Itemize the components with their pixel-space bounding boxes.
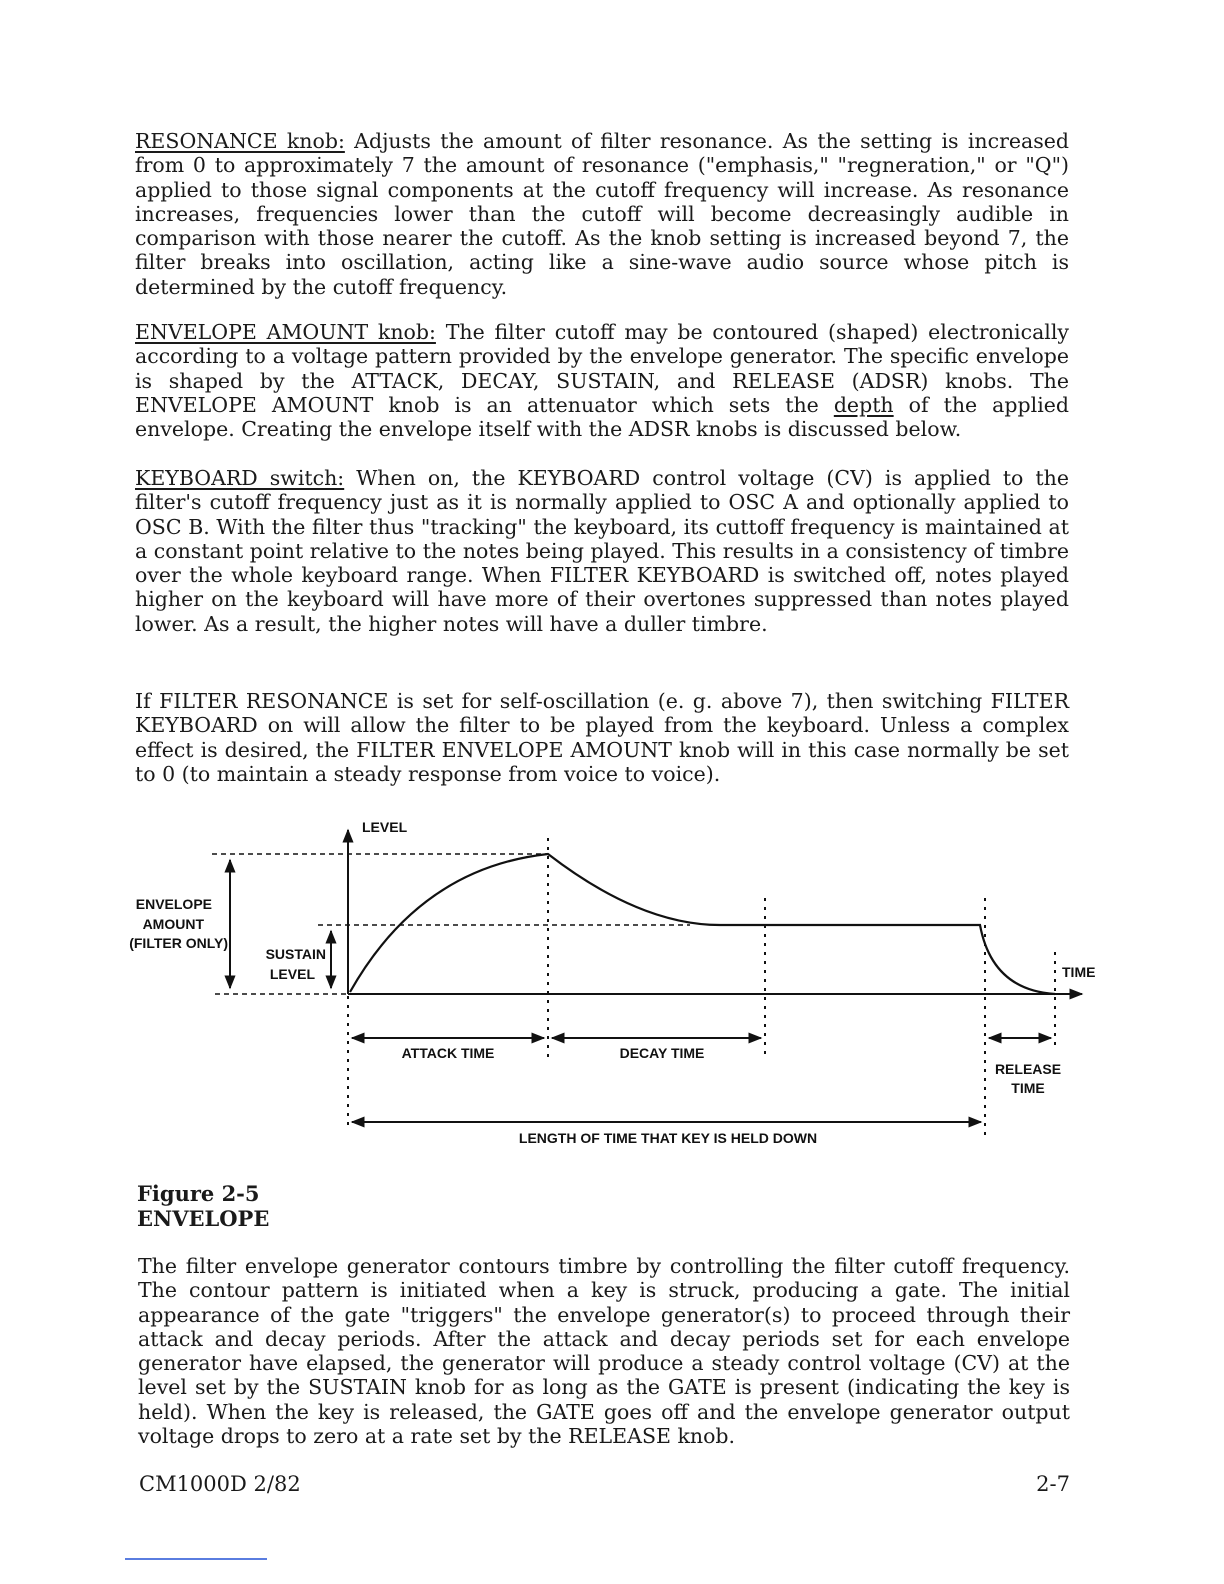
envelope-amount-label-1: ENVELOPE — [135, 896, 212, 912]
keyboard-term: KEYBOARD switch: — [135, 466, 345, 490]
resonance-paragraph — [135, 129, 1069, 299]
figure-number: Figure 2-5 — [137, 1181, 260, 1206]
level-label: LEVEL — [362, 819, 408, 835]
envelope-amount-label-3: (FILTER ONLY) — [129, 935, 228, 951]
scan-artifact-line — [125, 1558, 267, 1560]
release-time-label-2: TIME — [1011, 1080, 1045, 1096]
figure-caption — [137, 1181, 269, 1231]
page-number: 2-7 — [1036, 1472, 1070, 1496]
envelope-amount-term: ENVELOPE AMOUNT knob: — [135, 320, 436, 344]
release-time-label-1: RELEASE — [994, 1061, 1062, 1077]
time-label: TIME — [1062, 964, 1096, 980]
sustain-level-label-2: LEVEL — [269, 966, 315, 982]
envelope-diagram — [0, 800, 1224, 1160]
decay-time-label: DECAY TIME — [619, 1045, 705, 1061]
figure-title: ENVELOPE — [137, 1206, 270, 1231]
envelope-curve — [350, 854, 1055, 994]
envelope-amount-text-b: of the applied envelope. Creating the envelope itself with the ADSR knobs is discussed below. — [135, 392, 1069, 442]
doc-code: CM1000D 2/82 — [139, 1472, 301, 1496]
depth-emphasis: depth — [833, 392, 894, 417]
envelope-amount-paragraph — [135, 320, 1069, 441]
sustain-level-label-1: SUSTAIN — [265, 946, 326, 962]
envelope-amount-text-a: The filter cutoff may be contoured (shaped) electronically according to a voltage pattern provided by the envelope generator. The specific envelope is shaped by the ATTACK, DECAY, SUSTAIN, and RELEASE (ADSR) knobs. The ENVELOPE AMOUNT knob is an attenuator which sets the — [135, 320, 1069, 417]
key-held-label: LENGTH OF TIME THAT KEY IS HELD DOWN — [518, 1130, 818, 1146]
attack-time-label: ATTACK TIME — [401, 1045, 495, 1061]
resonance-term: RESONANCE knob: — [135, 129, 345, 153]
resonance-text: Adjusts the amount of filter resonance. As the setting is increased from 0 to approximately 7 the amount of resonance ("emphasis," "regneration," or "Q") applied to those signal components at the cutoff frequency will increase. As resonance increases, frequencies lower than the cutoff will become decreasingly audible in comparison with those nearer the cutoff. As the knob setting is increased beyond 7, the filter breaks into oscillation, acting like a sine-wave audio source whose pitch is determined by the cutoff frequency. — [135, 129, 1069, 299]
keyboard-text: When on, the KEYBOARD control voltage (CV) is applied to the filter's cutoff frequency just as it is normally applied to OSC A and optionally applied to OSC B. With the filter thus "tracking" the keyboard, its cuttoff frequency is maintained at a constant point relative to the notes being played. This results in a consistency of timbre over the whole keyboard range. When FILTER KEYBOARD is switched off, notes played higher on the keyboard will have more of their overtones suppressed than notes played lower. As a result, the higher notes will have a duller timbre. — [135, 466, 1069, 636]
envelope-amount-label-2: AMOUNT — [142, 916, 204, 932]
keyboard-paragraph — [135, 466, 1069, 636]
filter-envelope-paragraph: The filter envelope generator contours timbre by controlling the filter cutoff frequency. The contour pattern is initiated when a key is struck, producing a gate. The initial appearance of the gate "triggers" the envelope generator(s) to proceed through their attack and decay periods. After the attack and decay periods set for each envelope generator have elapsed, the generator will produce a steady control voltage (CV) at the level set by the SUSTAIN knob for as long as the GATE is present (indicating the key is held). When the key is released, the GATE goes off and the envelope generator output voltage drops to zero at a rate set by the RELEASE knob. — [138, 1254, 1070, 1449]
self-oscillation-paragraph: If FILTER RESONANCE is set for self-oscillation (e. g. above 7), then switching FILTER KEYBOARD on will allow the filter to be played from the keyboard. Unless a complex effect is desired, the FILTER ENVELOPE AMOUNT knob will in this case normally be set to 0 (to maintain a steady response from voice to voice). — [135, 689, 1069, 786]
